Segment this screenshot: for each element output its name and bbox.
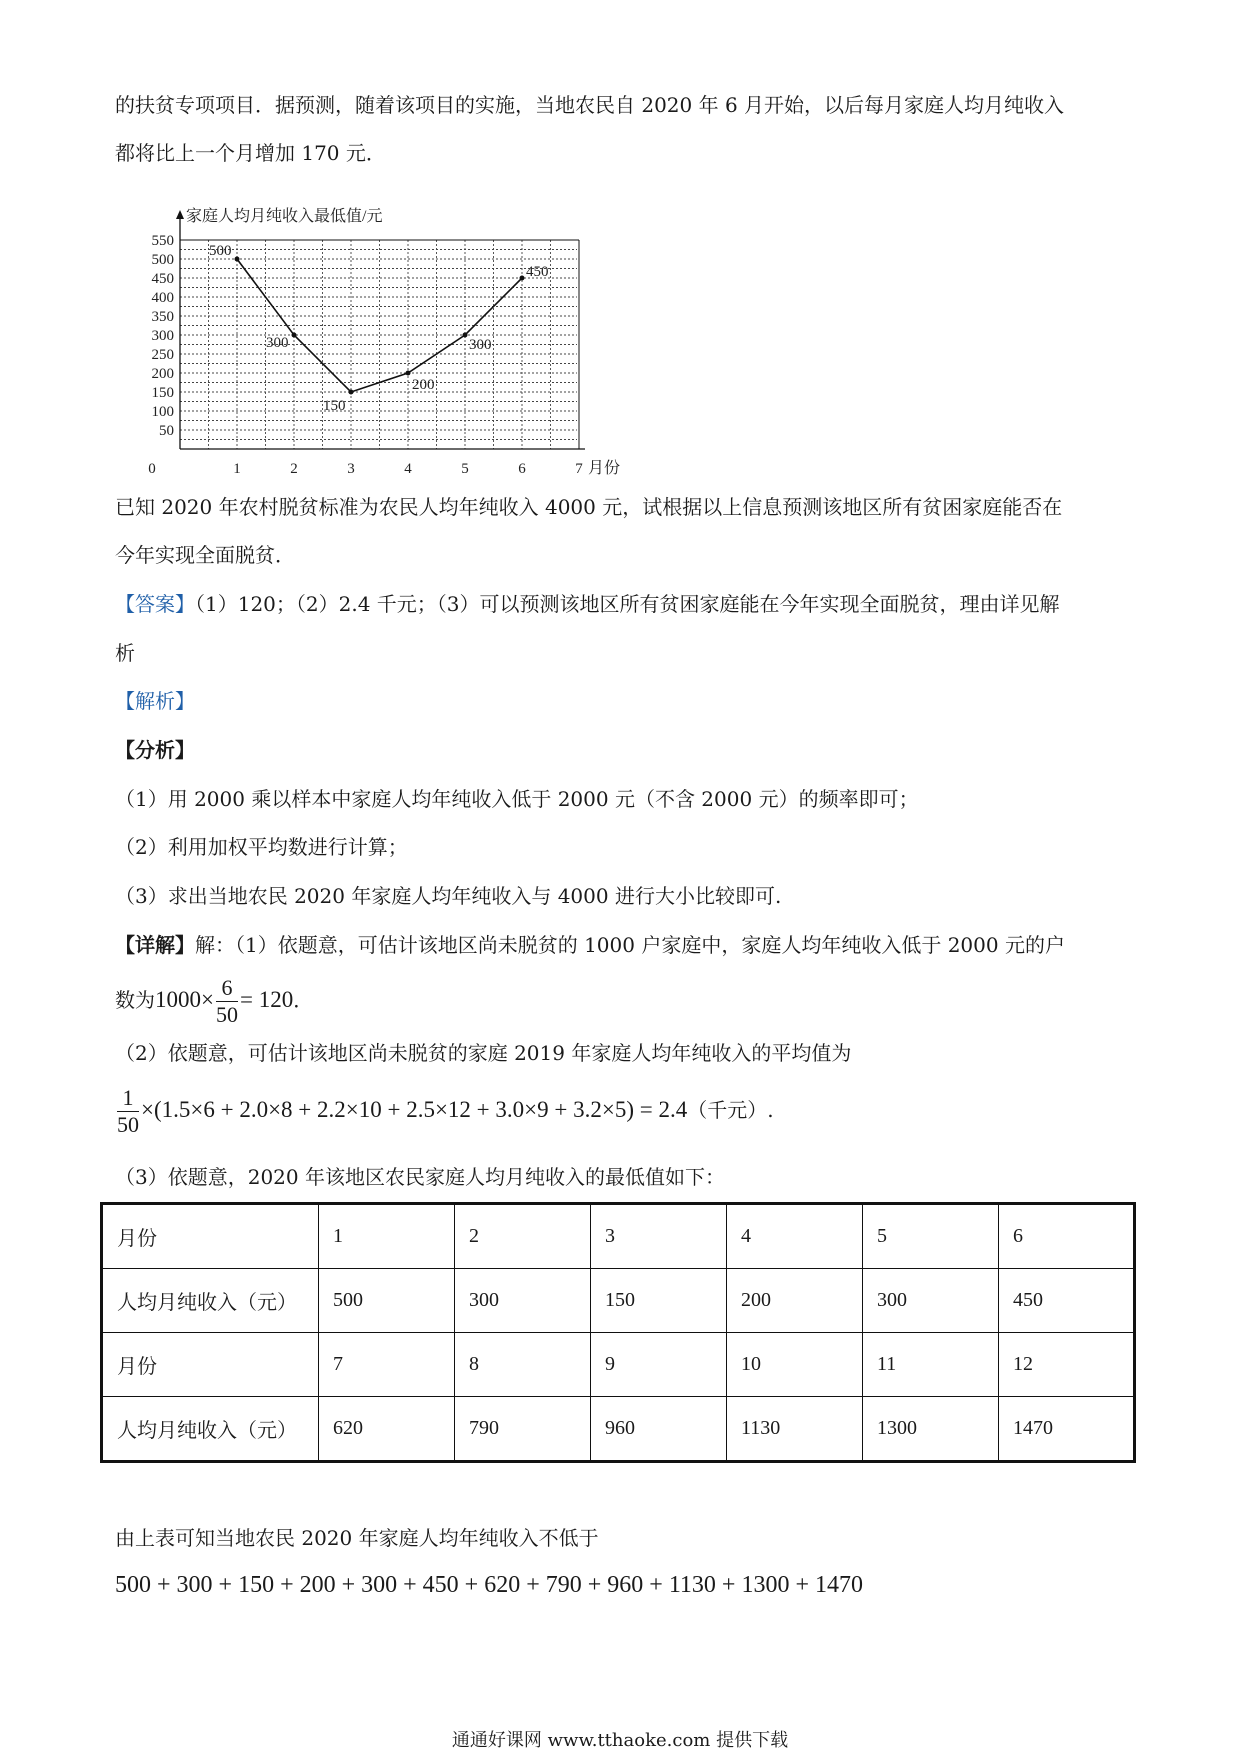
- intro-line-1: 的扶贫专项项目．据预测，随着该项目的实施，当地农民自 2020 年 6 月开始，以后每月家庭人均月纯收入: [115, 93, 1065, 117]
- part1-numerator: 6: [216, 975, 238, 1002]
- x-tick-label: 1: [233, 461, 241, 475]
- data-label: 500: [209, 243, 232, 259]
- detail-part2-line-2: [115, 1082, 774, 1138]
- x-tick-label: 4: [404, 461, 412, 475]
- fenxi-item-1: （1）用 2000 乘以样本中家庭人均年纯收入低于 2000 元（不含 2000 元）的频率即可；: [115, 787, 919, 811]
- fenxi-item-3: （3）求出当地农民 2020 年家庭人均年纯收入与 4000 进行大小比较即可.: [115, 884, 782, 908]
- detail-part2-line-1: （2）依题意，可估计该地区尚未脱贫的家庭 2019 年家庭人均年纯收入的平均值为: [115, 1041, 852, 1065]
- table-cell: 3: [591, 1204, 727, 1269]
- table-cell: 300: [863, 1269, 999, 1333]
- data-label: 300: [469, 337, 492, 353]
- y-tick-label: 200: [151, 366, 174, 382]
- conclusion-expression: 500 + 300 + 150 + 200 + 300 + 450 + 620 + 790 + 960 + 1130 + 1300 + 1470: [115, 1572, 863, 1598]
- table-row-header: 人均月纯收入（元）: [102, 1397, 319, 1462]
- data-label: 300: [266, 335, 289, 351]
- part1-lead: 1000×: [155, 987, 214, 1012]
- table-cell: 4: [727, 1204, 863, 1269]
- x-tick-label: 5: [461, 461, 469, 475]
- table-cell: 11: [863, 1333, 999, 1397]
- table-cell: 2: [455, 1204, 591, 1269]
- part1-denominator: 50: [215, 1002, 238, 1027]
- y-tick-label: 400: [151, 290, 174, 306]
- fenxi-item-2: （2）利用加权平均数进行计算；: [115, 835, 408, 859]
- table-cell: 5: [863, 1204, 999, 1269]
- part2-denominator: 50: [117, 1112, 139, 1137]
- question-line-1: 已知 2020 年农村脱贫标准为农民人均年纯收入 4000 元，试根据以上信息预测该地区所有贫困家庭能否在: [115, 495, 1063, 519]
- table-cell: 1: [319, 1204, 455, 1269]
- table-row: [102, 1269, 1135, 1333]
- table-cell: 12: [999, 1333, 1135, 1397]
- x-tick-label: 7: [575, 461, 583, 475]
- table-cell: 960: [591, 1397, 727, 1462]
- x-tick-label: 6: [518, 461, 526, 475]
- detail-tag: 【详解】: [115, 933, 195, 957]
- table-row-header: 月份: [102, 1333, 319, 1397]
- answer-text: （1）120；（2）2.4 千元；（3）可以预测该地区所有贫困家庭能在今年实现全面脱贫，理由详见解: [195, 592, 1060, 616]
- intro-line-2: 都将比上一个月增加 170 元．: [115, 141, 386, 165]
- table-cell: 450: [999, 1269, 1135, 1333]
- part1-result: = 120: [239, 987, 294, 1012]
- table-row-header: 人均月纯收入（元）: [102, 1269, 319, 1333]
- y-axis-arrow: [176, 210, 184, 219]
- table-cell: 1130: [727, 1397, 863, 1462]
- part1-fraction: [216, 975, 238, 1028]
- answer-line-2: 析: [115, 641, 135, 665]
- conclusion-line-1: 由上表可知当地农民 2020 年家庭人均年纯收入不低于: [115, 1526, 599, 1550]
- table-row: [102, 1204, 1135, 1269]
- table-cell: 9: [591, 1333, 727, 1397]
- table-cell: 300: [455, 1269, 591, 1333]
- y-tick-label: 550: [151, 233, 174, 249]
- table-row-header: 月份: [102, 1204, 319, 1269]
- table-cell: 620: [319, 1397, 455, 1462]
- detail-text: 解：（1）依题意，可估计该地区尚未脱贫的 1000 户家庭中，家庭人均年纯收入低于 2000 元的户: [195, 933, 1065, 957]
- part2-fraction: [117, 1085, 139, 1138]
- part2-expression: ×(1.5×6 + 2.0×8 + 2.2×10 + 2.5×12 + 3.0×9 + 3.2×5) = 2.4: [141, 1097, 688, 1122]
- table-cell: 200: [727, 1269, 863, 1333]
- data-label: 150: [323, 398, 346, 414]
- origin-label: 0: [148, 461, 156, 475]
- table-cell: 1470: [999, 1397, 1135, 1462]
- table-cell: 790: [455, 1397, 591, 1462]
- part1-prefix: 数为: [115, 988, 155, 1012]
- part2-numerator: 1: [117, 1085, 139, 1112]
- y-tick-label: 450: [151, 271, 174, 287]
- data-point: [520, 276, 525, 281]
- footer-credit: 通通好课网 www.tthaoke.com 提供下载: [451, 1730, 789, 1751]
- part1-end: ．: [293, 988, 314, 1012]
- part2-unit: （千元）.: [687, 1098, 774, 1122]
- table-cell: 7: [319, 1333, 455, 1397]
- data-point: [406, 371, 411, 376]
- y-tick-label: 100: [151, 404, 174, 420]
- detail-line-2: [115, 972, 313, 1028]
- data-point: [292, 333, 297, 338]
- y-tick-label: 350: [151, 309, 174, 325]
- data-label: 200: [412, 377, 435, 393]
- answer-tag: 【答案】: [115, 592, 195, 616]
- table-cell: 6: [999, 1204, 1135, 1269]
- y-tick-label: 300: [151, 328, 174, 344]
- table-row: [102, 1397, 1135, 1462]
- data-point: [463, 333, 468, 338]
- x-tick-label: 2: [290, 461, 298, 475]
- y-tick-label: 500: [151, 252, 174, 268]
- data-label: 450: [526, 264, 549, 280]
- data-point: [349, 390, 354, 395]
- table-cell: 1300: [863, 1397, 999, 1462]
- y-tick-label: 150: [151, 385, 174, 401]
- income-line-chart: [140, 205, 630, 475]
- detail-part3-line-1: （3）依题意，2020 年该地区农民家庭人均月纯收入的最低值如下：: [115, 1165, 725, 1189]
- analysis-tag: 【解析】: [115, 689, 195, 713]
- income-table: [100, 1202, 1136, 1463]
- table-cell: 10: [727, 1333, 863, 1397]
- y-axis-title: 家庭人均月纯收入最低值/元: [186, 208, 383, 225]
- question-line-2: 今年实现全面脱贫．: [115, 543, 295, 567]
- y-tick-label: 50: [159, 423, 174, 439]
- data-point: [235, 257, 240, 262]
- y-tick-label: 250: [151, 347, 174, 363]
- fenxi-tag: 【分析】: [115, 738, 195, 762]
- answer-line-1: [115, 591, 1060, 617]
- x-tick-label: 3: [347, 461, 355, 475]
- table-cell: 150: [591, 1269, 727, 1333]
- detail-line-1: [115, 932, 1065, 958]
- x-axis-title: 月份: [588, 460, 621, 475]
- table-cell: 8: [455, 1333, 591, 1397]
- table-row: [102, 1333, 1135, 1397]
- table-cell: 500: [319, 1269, 455, 1333]
